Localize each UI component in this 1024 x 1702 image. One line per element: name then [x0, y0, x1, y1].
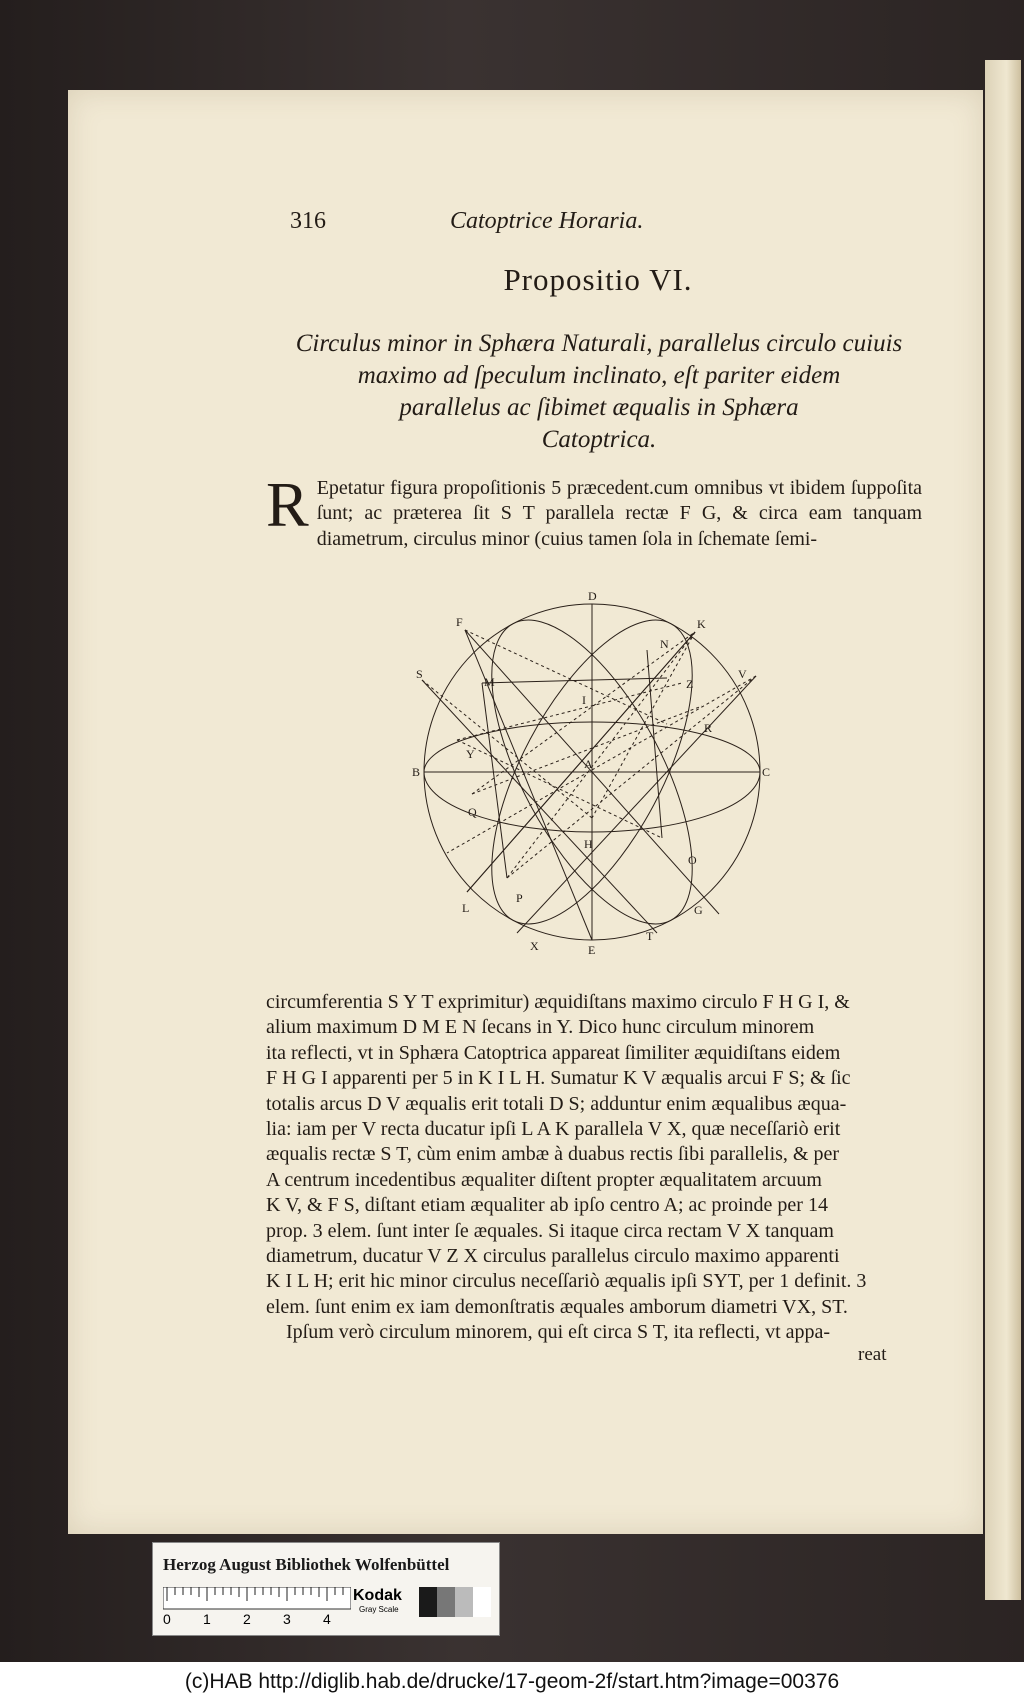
label-h: H — [584, 837, 593, 851]
label-g: G — [694, 903, 703, 917]
text-line: K V, & F S, diſtant etiam æqualiter ab ipſo centro A; ac proinde per 14 — [266, 1194, 828, 1217]
gray-scale-label: Gray Scale — [359, 1605, 399, 1614]
paragraph-1-text: Epetatur figura propoſitionis 5 præcedent.cum omnibus vt ibidem ſuppoſita ſunt; ac præterea ſit S T parallela rectæ F G, & circa eam tanquam diametrum, circulus minor (cuius tamen ſola in ſchemate ſemi- — [316, 477, 922, 550]
gray-patches — [419, 1587, 491, 1617]
label-o: O — [688, 853, 697, 867]
label-f: F — [456, 615, 463, 629]
geometric-figure — [412, 588, 772, 956]
paragraph-1 — [266, 469, 922, 552]
gray-patch-light — [455, 1587, 473, 1617]
gray-patch-black — [419, 1587, 437, 1617]
label-i: I — [582, 693, 586, 707]
kodak-logo-text: Kodak — [353, 1587, 402, 1604]
proposition-enunciation — [262, 328, 936, 456]
label-r: R — [704, 721, 713, 735]
line-vx — [517, 676, 756, 933]
scale-number: 0 — [163, 1611, 171, 1627]
text-line: ita reflecti, vt in Sphæra Catoptrica appareat ſimiliter æquidiſtans eidem — [266, 1041, 841, 1064]
scale-number: 2 — [243, 1611, 251, 1627]
dotted-q-r — [472, 706, 702, 794]
label-n: N — [660, 637, 669, 651]
text-line: lia: iam per V recta ducatur ipſi L A K parallela V X, quæ neceſſariò erit — [266, 1118, 841, 1141]
label-b: B — [412, 765, 421, 779]
copyright-url-footer: (c)HAB http://diglib.hab.de/drucke/17-geom-2f/start.htm?image=00376 — [0, 1662, 1024, 1702]
label-s: S — [416, 667, 423, 681]
drop-cap: R — [266, 469, 309, 540]
text-line: æqualis rectæ S T, cùm enim ambæ à duabus rectis ſibi parallelis, & per — [266, 1143, 840, 1166]
label-y: Y — [466, 747, 475, 761]
page-number: 316 — [290, 208, 326, 234]
figure-svg — [412, 588, 772, 956]
paragraph-2 — [266, 990, 922, 1346]
label-q: Q — [468, 805, 477, 819]
label-p: P — [516, 891, 523, 905]
label-t: T — [646, 929, 654, 943]
dotted-v-l — [447, 676, 756, 853]
text-line: alium maximum D M E N ſecans in Y. Dico hunc circulum minorem — [266, 1016, 815, 1039]
line-st — [422, 680, 657, 933]
text-line: diametrum, ducatur V Z X circulus parallelus circulo maximo apparenti — [266, 1245, 840, 1268]
scale-number: 3 — [283, 1611, 291, 1627]
label-k: K — [697, 617, 706, 631]
label-c: C — [762, 765, 771, 779]
text-line: A centrum incedentibus æqualiter diſtent propter æqualitatem arcuum — [266, 1168, 822, 1191]
gray-patch-white — [473, 1587, 491, 1617]
label-m: M — [484, 675, 495, 689]
enunciation-line: Catoptrica. — [541, 426, 657, 453]
enunciation-line: maximo ad ſpeculum inclinato, eſt pariter eidem — [357, 362, 841, 389]
line-m-p — [482, 683, 507, 878]
text-line: totalis arcus D V æqualis erit totali D S; adduntur enim æqualibus æqua- — [266, 1092, 847, 1115]
proposition-title: Propositio VI. — [503, 262, 693, 297]
label-a: A — [584, 757, 593, 771]
scale-number: 4 — [323, 1611, 331, 1627]
enunciation-line: parallelus ac ſibimet æqualis in Sphæra — [399, 394, 799, 421]
running-title: Catoptrice Horaria. — [450, 208, 644, 234]
dotted-k-p — [507, 632, 695, 878]
adjacent-page-edge — [985, 60, 1021, 1600]
text-line: Ipſum verò circulum minorem, qui eſt circa S T, ita reflecti, vt appa- — [286, 1321, 831, 1344]
label-x: X — [530, 939, 539, 953]
dotted-s-h — [422, 680, 592, 818]
label-v: V — [738, 667, 747, 681]
label-z: Z — [686, 677, 694, 691]
text-line: F H G I apparenti per 5 in K I L H. Sumatur K V æqualis arcui F S; & ſic — [266, 1067, 851, 1090]
gray-patch-mid — [437, 1587, 455, 1617]
enunciation-line: Circulus minor in Sphæra Naturali, parallelus circulo cuiuis — [295, 330, 903, 357]
text-line: K I L H; erit hic minor circulus neceſſariò æqualis ipſi SYT, per 1 definit. 3 — [266, 1270, 867, 1293]
library-name: Herzog August Bibliothek Wolfenbüttel — [163, 1555, 450, 1574]
label-e: E — [588, 943, 596, 956]
text-line: elem. ſunt enim ex iam demonſtratis æquales amborum diametri VX, ST. — [266, 1295, 848, 1318]
text-line: prop. 3 elem. ſunt inter ſe æquales. Si itaque circa rectam V X tanquam — [266, 1219, 834, 1242]
dotted-y-o — [457, 740, 662, 838]
label-d: D — [588, 589, 597, 603]
text-line: circumferentia S Y T exprimitur) æquidiſtans maximo circulo F H G I, & — [266, 991, 850, 1013]
label-l: L — [462, 901, 470, 915]
scale-number: 1 — [203, 1611, 211, 1627]
color-calibration-card — [152, 1542, 500, 1636]
catchword: reat — [858, 1344, 887, 1365]
dotted-p-v — [507, 676, 756, 878]
dotted-k-h — [592, 632, 695, 818]
